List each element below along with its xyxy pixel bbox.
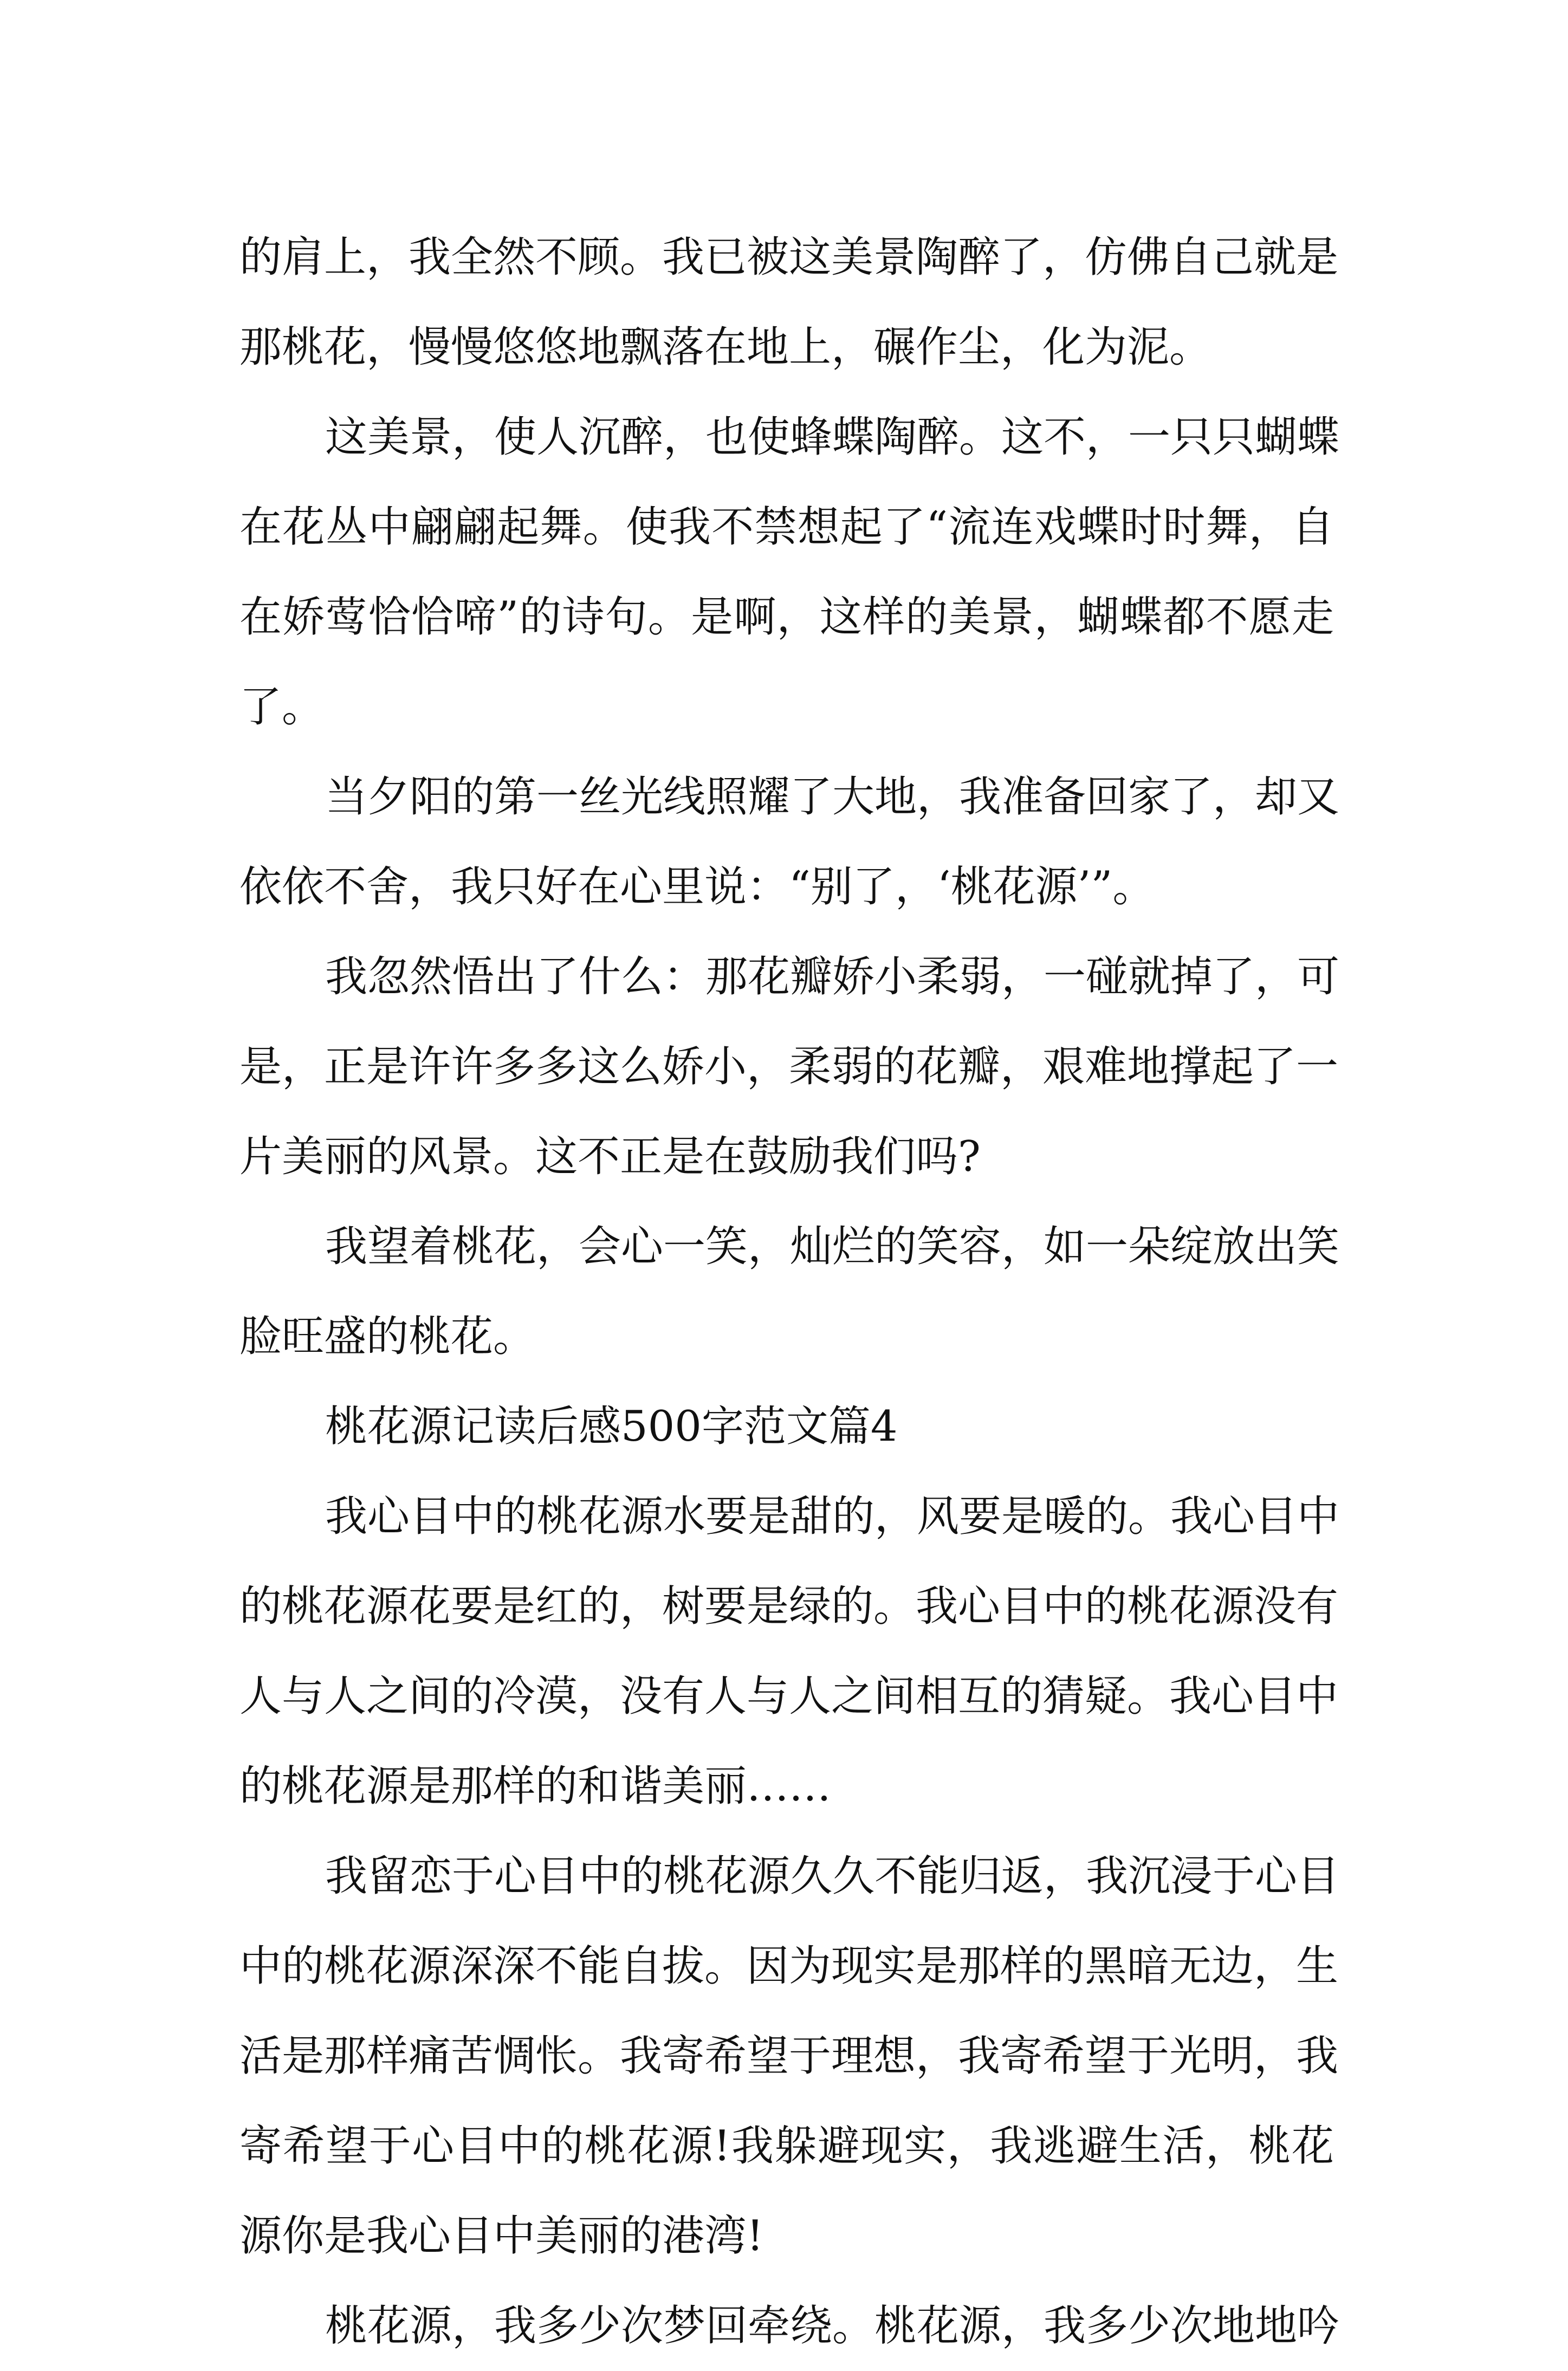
text-line: 我忽然悟出了什么：那花瓣娇小柔弱，一碰就掉了，可 — [325, 953, 1340, 1001]
text-line: 了。 — [239, 683, 325, 731]
text-line: 活是那样痛苦惆怅。我寄希望于理想，我寄希望于光明，我 — [239, 2032, 1339, 2081]
text-line: 脸旺盛的桃花。 — [239, 1312, 536, 1361]
text-line: 是，正是许许多多这么娇小，柔弱的花瓣，艰难地撑起了一 — [239, 1042, 1339, 1091]
text-line: 依依不舍，我只好在心里说：“别了，‘桃花源’”。 — [239, 863, 1155, 911]
text-line: 中的桃花源深深不能自拔。因为现实是那样的黑暗无边，生 — [239, 1942, 1339, 1991]
text-line: 那桃花，慢慢悠悠地飘落在地上，碾作尘，化为泥。 — [239, 323, 1212, 372]
text-line: 在娇莺恰恰啼”的诗句。是啊，这样的美景，蝴蝶都不愿走 — [239, 593, 1334, 642]
text-line: 桃花源，我多少次梦回牵绕。桃花源，我多少次地地吟 — [325, 2302, 1340, 2350]
text-line: 这美景，使人沉醉，也使蜂蝶陶醉。这不，一只只蝴蝶 — [325, 413, 1340, 462]
text-line: 源你是我心目中美丽的港湾! — [239, 2212, 764, 2260]
text-line: 的桃花源是那样的和谐美丽…… — [239, 1762, 832, 1811]
text-line: 我心目中的桃花源水要是甜的，风要是暖的。我心目中 — [325, 1492, 1340, 1541]
text-line: 我望着桃花，会心一笑，灿烂的笑容，如一朵绽放出笑 — [325, 1222, 1340, 1271]
text-line: 桃花源记读后感500字范文篇4 — [325, 1402, 898, 1451]
text-line: 寄希望于心目中的桃花源!我躲避现实，我逃避生活，桃花 — [239, 2122, 1334, 2171]
document-page — [239, 212, 1340, 2371]
text-line: 的肩上，我全然不顾。我已被这美景陶醉了，仿佛自己就是 — [239, 233, 1339, 282]
text-line: 人与人之间的冷漠，没有人与人之间相互的猜疑。我心目中 — [239, 1672, 1339, 1721]
text-line: 的桃花源花要是红的，树要是绿的。我心目中的桃花源没有 — [239, 1582, 1339, 1631]
text-line: 我留恋于心目中的桃花源久久不能归返，我沉浸于心目 — [325, 1852, 1340, 1901]
text-line: 当夕阳的第一丝光线照耀了大地，我准备回家了，却又 — [325, 773, 1340, 821]
text-line: 片美丽的风景。这不正是在鼓励我们吗? — [239, 1132, 981, 1181]
text-line: 在花丛中翩翩起舞。使我不禁想起了“流连戏蝶时时舞，自 — [239, 503, 1334, 552]
